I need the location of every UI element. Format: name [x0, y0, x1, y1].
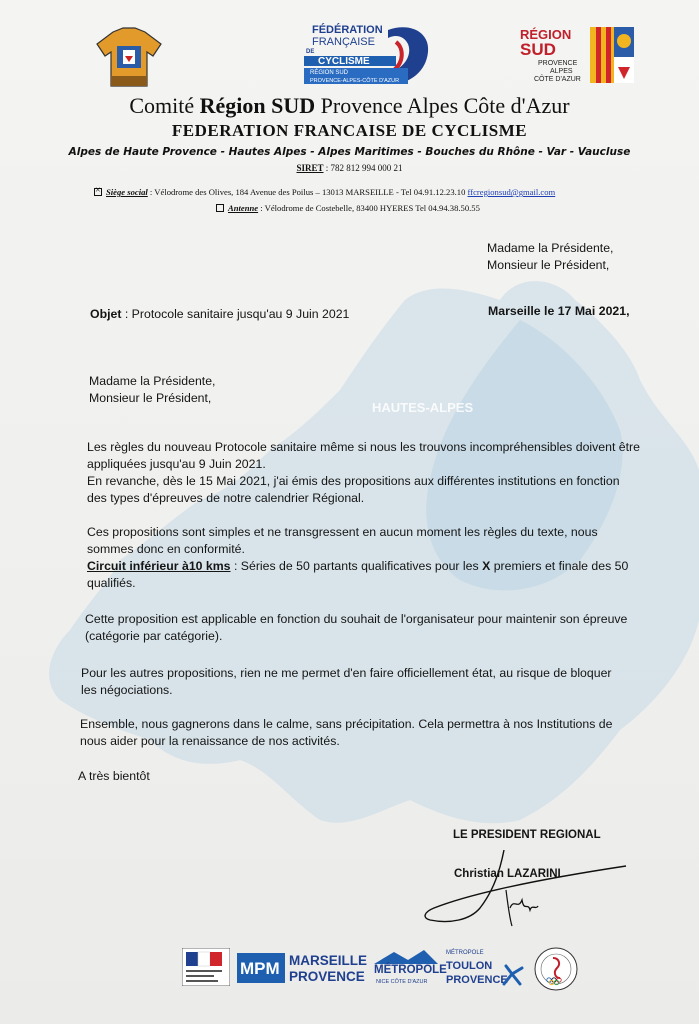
salutation-line-2: Monsieur le Président,	[89, 391, 212, 405]
mpm-text: MPM	[240, 959, 280, 978]
metropole-nice-logo	[374, 950, 447, 988]
circuit-text-a: : Séries de 50 partants qualificatives pour les	[230, 559, 483, 573]
p1-line-4: des types d'épreuves de notre calendrier Régional.	[87, 491, 365, 505]
olympic-committee-logo	[533, 946, 579, 992]
empty-box-icon	[216, 204, 224, 212]
siret-label: SIRET	[296, 163, 324, 173]
circuit-x: X	[482, 559, 491, 573]
tpm-small-text: MÉTROPOLE	[446, 950, 484, 956]
p1-line-2: appliquées jusqu'au 9 Juin 2021.	[87, 457, 266, 471]
siege-text: : Vélodrome des Olives, 184 Avenue des Poilus – 13013 MARSEILLE - Tel 04.91.12.23.10	[147, 187, 468, 197]
nice-text: NICE CÔTE D'AZUR	[376, 979, 428, 985]
siege-social-line	[94, 187, 555, 197]
salutation-line-1: Madame la Présidente,	[89, 374, 216, 388]
region-logo-line4: ALPES	[550, 68, 573, 75]
p1-line-3: En revanche, dès le 15 Mai 2021, j'ai émis des propositions aux différentes institutions en fonction	[87, 474, 620, 488]
region-sud-logo	[516, 25, 638, 89]
circuit-label: Circuit inférieur à10 kms	[87, 559, 231, 573]
departments-line: Alpes de Haute Provence - Hautes Alpes - Alpes Maritimes - Bouches du Rhône - Var - Vaucluse	[68, 146, 631, 158]
region-coat-of-arms-icon	[590, 27, 634, 83]
siege-label: Siège social	[106, 187, 148, 197]
title-bold: Région SUD	[199, 93, 316, 118]
ffc-logo-line1: FÉDÉRATION	[312, 24, 383, 36]
federation-title: FEDERATION FRANCAISE DE CYCLISME	[171, 121, 528, 140]
p2-circuit-line	[87, 558, 628, 574]
checked-box-icon	[94, 188, 102, 196]
ffc-logo-line4: CYCLISME	[318, 56, 370, 67]
object-line	[90, 306, 349, 322]
object-label: Objet	[90, 307, 122, 321]
region-logo-line2: SUD	[520, 40, 556, 59]
marseille-text: MARSEILLE	[289, 953, 368, 968]
committee-title	[0, 93, 699, 119]
antenne-line	[216, 203, 480, 213]
star-figure-icon	[502, 964, 524, 986]
p3-line-2: (catégorie par catégorie).	[85, 629, 223, 643]
region-logo-line1: RÉGION	[520, 27, 572, 42]
p2-line-2: sommes donc en conformité.	[87, 542, 245, 556]
circuit-text-b: premiers et finale des 50	[490, 559, 629, 573]
republique-francaise-logo	[182, 948, 230, 986]
map-label-hautes-alpes: HAUTES-ALPES	[372, 400, 474, 415]
ffc-logo-line6: PROVENCE-ALPES-CÔTE D'AZUR	[310, 78, 400, 84]
toulon-provence-metropole-logo	[446, 950, 526, 990]
mpm-marseille-provence-logo	[237, 951, 368, 987]
ffc-logo-line2: FRANÇAISE	[312, 36, 375, 48]
title-suffix: Provence Alpes Côte d'Azur	[315, 93, 570, 118]
title-prefix: Comité	[129, 93, 200, 118]
antenne-label: Antenne	[228, 203, 259, 213]
handwritten-signature	[420, 850, 640, 930]
p4-line-1: Pour les autres propositions, rien ne me permet d'en faire officiellement état, au risque de bloquer	[81, 666, 612, 680]
tpm-provence-text: PROVENCE	[446, 974, 508, 986]
region-logo-line5: CÔTE D'AZUR	[534, 76, 581, 83]
metropole-text: MÉTROPOLE	[374, 964, 447, 976]
provence-text: PROVENCE	[289, 969, 365, 984]
p2-line-1: Ces propositions sont simples et ne transgressent en aucun moment les règles du texte, nous	[87, 525, 598, 539]
signature-title: LE PRESIDENT REGIONAL	[453, 829, 601, 841]
ffc-logo-line3: DE	[306, 49, 315, 55]
addressee-line-2: Monsieur le Président,	[487, 258, 610, 272]
addressee-line-1: Madame la Présidente,	[487, 241, 614, 255]
p5-line-1: Ensemble, nous gagnerons dans le calme, sans précipitation. Cela permettra à nos Institutions de	[80, 717, 613, 731]
committee-jersey-logo	[95, 26, 163, 88]
toulon-text: TOULON	[446, 960, 493, 972]
signature-name: Christian LAZARINI	[454, 868, 561, 880]
closing: A très bientôt	[78, 769, 150, 783]
p4-line-2: les négociations.	[81, 683, 173, 697]
region-logo-line3: PROVENCE	[538, 60, 578, 67]
place-date: Marseille le 17 Mai 2021,	[488, 304, 630, 318]
antenne-text: : Vélodrome de Costebelle, 83400 HYERES Tel 04.94.38.50.55	[258, 203, 480, 213]
p5-line-2: nous aider pour la renaissance de nos activités.	[80, 734, 340, 748]
email-link[interactable]: ffcregionsud@gmail.com	[467, 187, 556, 197]
siret-value: : 782 812 994 000 21	[323, 163, 403, 173]
p3-line-1: Cette proposition est applicable en fonction du souhait de l'organisateur pour maintenir son épreuve	[85, 612, 628, 626]
object-text: : Protocole sanitaire jusqu'au 9 Juin 2021	[121, 307, 350, 321]
ffc-logo	[300, 22, 440, 92]
siret-line	[0, 163, 699, 173]
ffc-logo-line5: RÉGION SUD	[310, 70, 349, 76]
p1-line-1: Les règles du nouveau Protocole sanitaire même si nous les trouvons incompréhensibles doivent être	[87, 440, 640, 454]
p2-line-4: qualifiés.	[87, 576, 136, 590]
